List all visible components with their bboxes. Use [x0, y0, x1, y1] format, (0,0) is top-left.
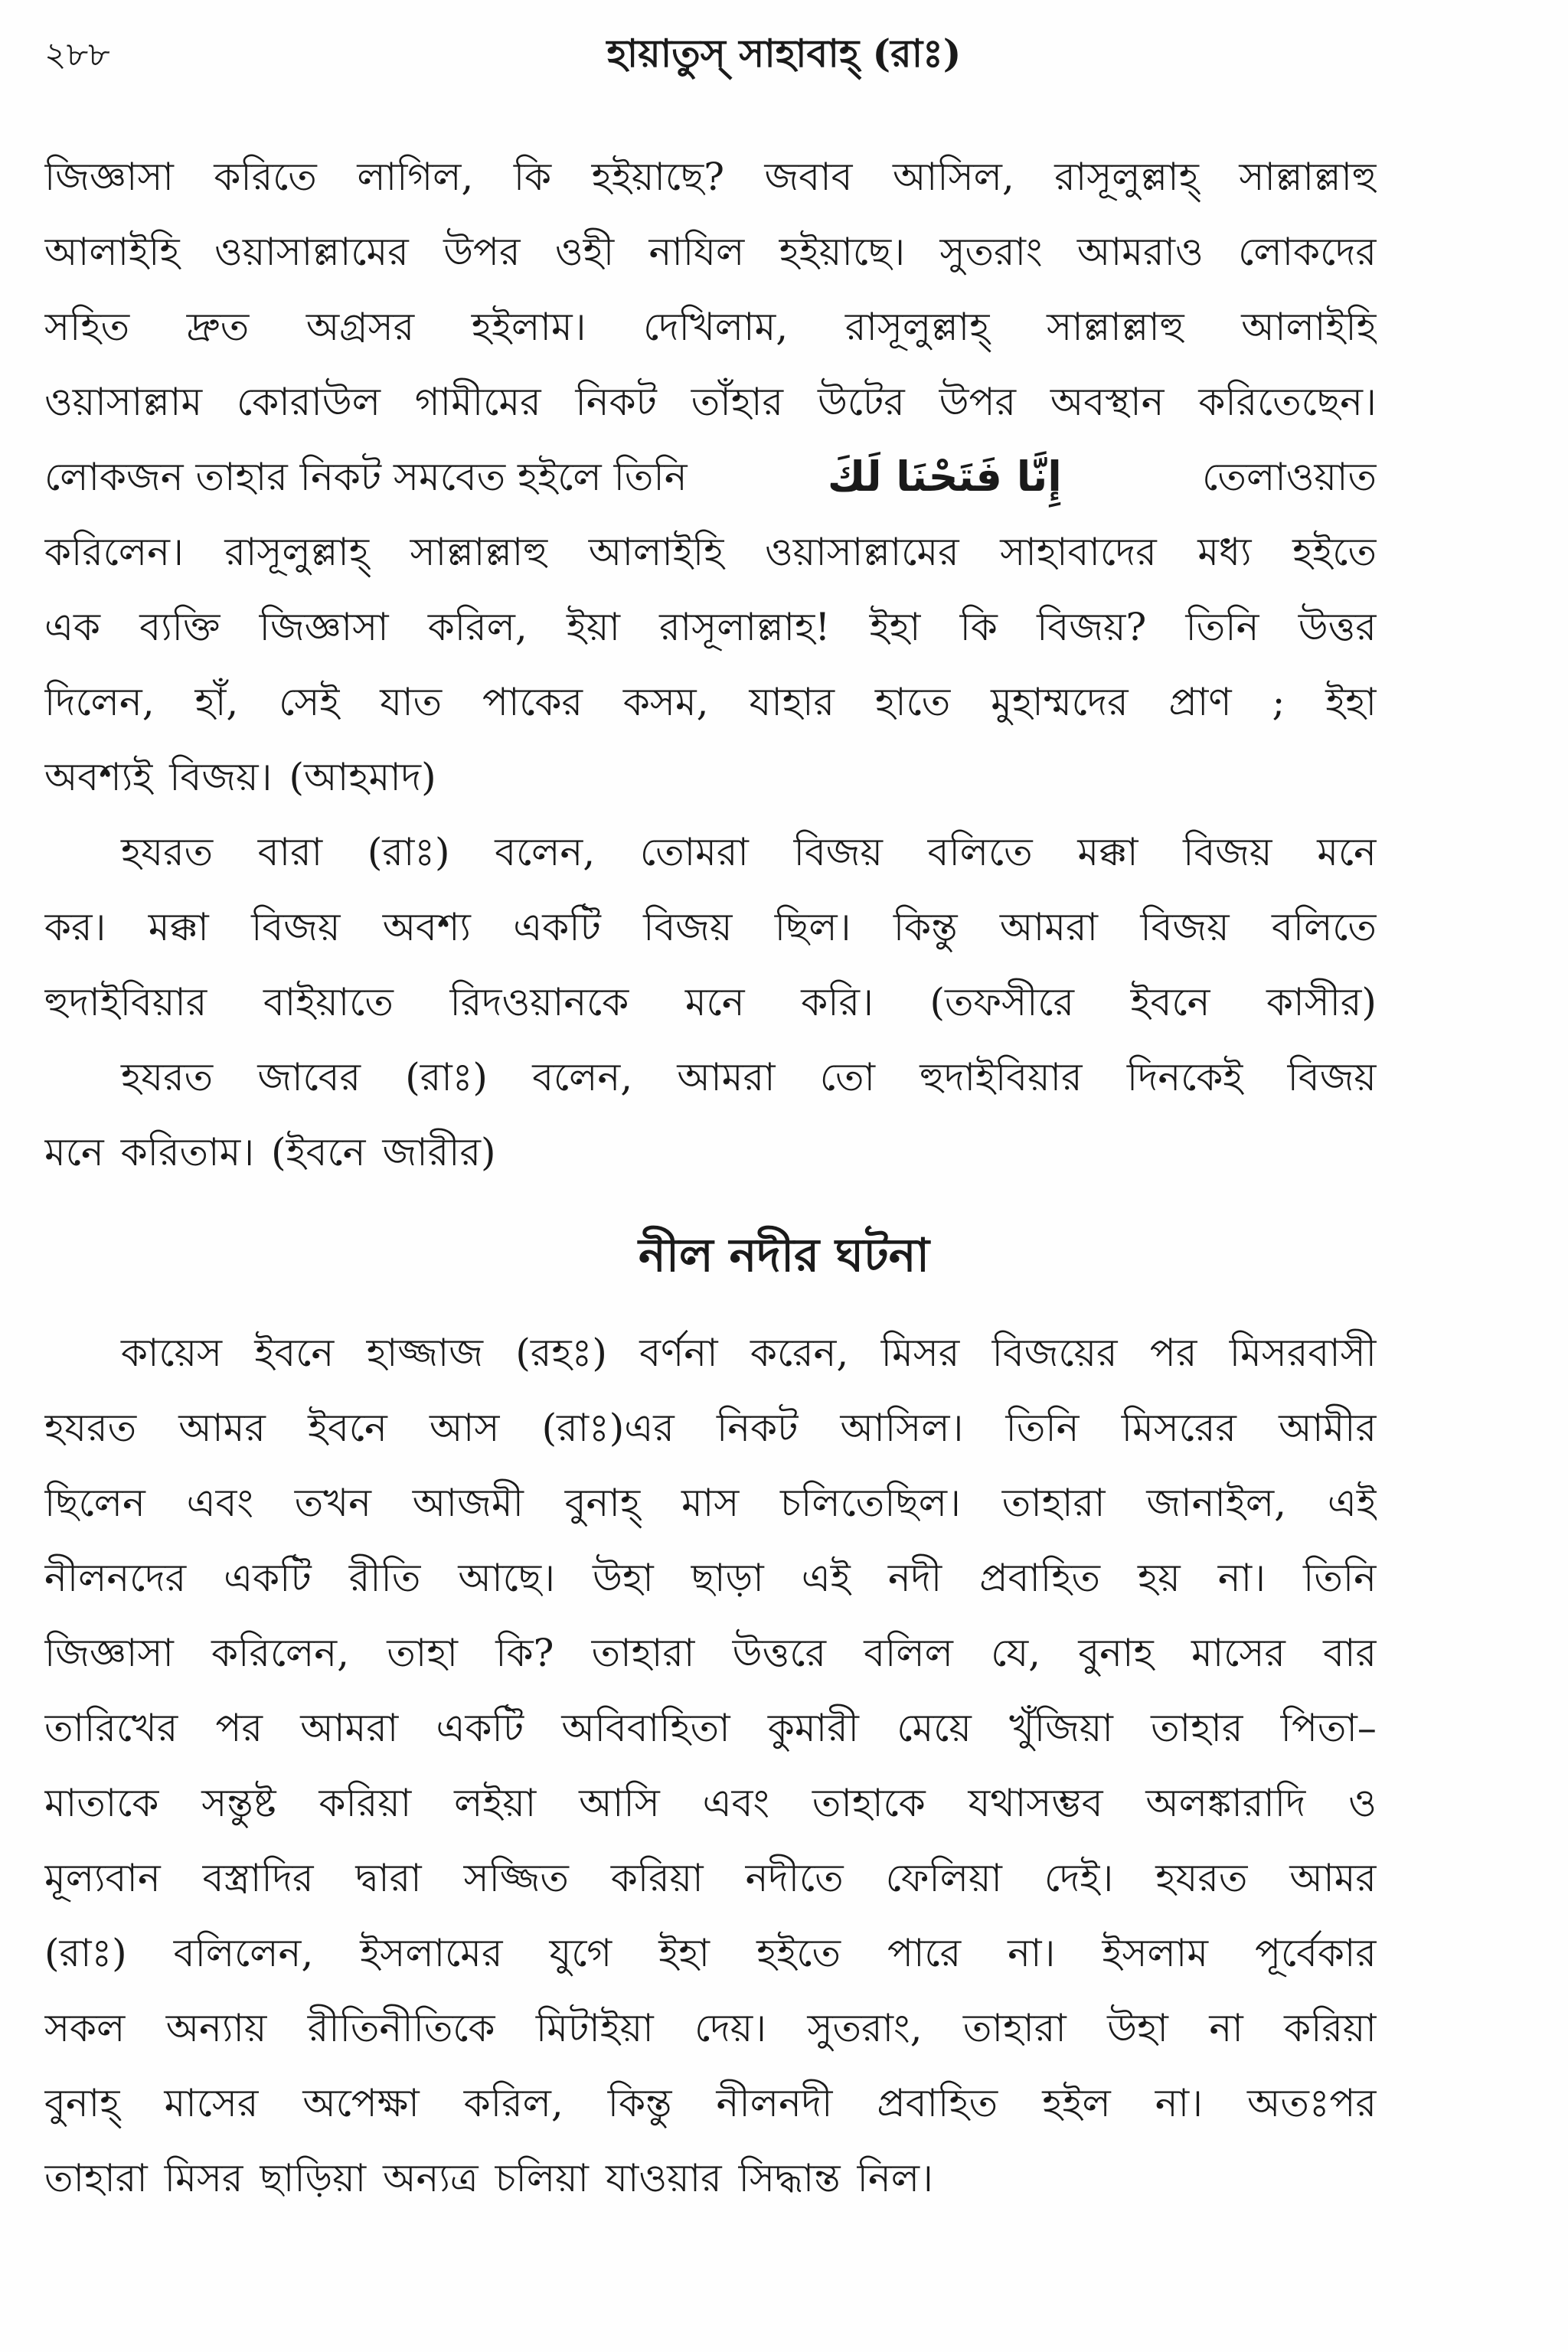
word: মাসের	[1191, 1631, 1285, 1675]
word: করিতাম।	[120, 1130, 255, 1174]
word: বস্ত্রাদির	[202, 1856, 314, 1900]
word: মিসর	[880, 1331, 960, 1375]
word: বিজয়।	[169, 755, 273, 799]
text-line	[44, 1465, 1377, 1540]
word: ;	[1272, 680, 1285, 724]
word: করিতে	[214, 155, 317, 199]
word: করিলেন,	[211, 1631, 350, 1675]
word: পর	[1149, 1331, 1197, 1375]
line-text-after-arabic: তেলাওয়াত	[1202, 455, 1377, 499]
word: জাবের	[257, 1055, 361, 1099]
word: না।	[1008, 1931, 1056, 1975]
word: বলিলেন,	[173, 1931, 314, 1975]
word: তাহা	[387, 1631, 459, 1675]
word: অগ্রসর	[305, 305, 415, 349]
word: হযরত	[121, 1055, 214, 1099]
word: (রাঃ)	[367, 830, 450, 874]
word: করিয়া	[610, 1856, 704, 1900]
word: মুহাম্মদের	[991, 680, 1129, 724]
word: সাল্লাল্লাহু	[1047, 305, 1184, 349]
word: হযরত	[1155, 1856, 1248, 1900]
word: বিজয়ের	[991, 1331, 1118, 1375]
text-line	[44, 514, 1377, 590]
word: অতঃপর	[1247, 2081, 1377, 2125]
word: তাহাকে	[812, 1781, 926, 1825]
word: আসি	[579, 1781, 660, 1825]
word: ওয়াসাল্লামের	[214, 230, 409, 274]
text-line	[44, 890, 1377, 965]
word: কি	[959, 605, 998, 649]
word: বিজয়	[643, 905, 733, 949]
word: আলাইহি	[588, 530, 724, 574]
word: ছাড়িয়া	[260, 2156, 367, 2200]
text-line	[44, 1540, 1377, 1615]
word: কিন্তু	[893, 905, 958, 949]
word: রীতি	[348, 1556, 421, 1600]
word: (ইবনে	[271, 1130, 366, 1174]
word: দেখিলাম,	[643, 305, 789, 349]
word: আজমী	[412, 1481, 524, 1525]
word: উত্তরে	[732, 1631, 826, 1675]
text-line	[44, 1690, 1377, 1766]
word: বিজয়	[1183, 830, 1272, 874]
word: বাইয়াতে	[263, 980, 394, 1024]
text-line	[44, 1991, 1377, 2066]
word: চলিতেছিল।	[780, 1481, 961, 1525]
word: মাতাকে	[44, 1781, 159, 1825]
word: জারীর)	[382, 1130, 496, 1174]
word: মনে	[44, 1130, 104, 1174]
word: ফেলিয়া	[885, 1856, 1002, 1900]
paragraph-jaber	[44, 1040, 1377, 1190]
word: মধ্য	[1197, 530, 1252, 574]
word: ও	[1348, 1781, 1377, 1825]
text-line	[44, 1916, 1377, 1991]
word: কুমারী	[767, 1706, 859, 1750]
word: প্রবাহিত	[979, 1556, 1100, 1600]
word: সাহাবাদের	[1000, 530, 1157, 574]
word: জানাইল,	[1146, 1481, 1287, 1525]
word: বিজয়?	[1037, 605, 1147, 649]
word: করি।	[801, 980, 874, 1024]
word: তারিখের	[44, 1706, 178, 1750]
word: কোরাউল	[237, 380, 381, 424]
word: বুনাহ্	[564, 1481, 641, 1525]
text-line	[44, 139, 1377, 214]
word: বার	[1323, 1631, 1377, 1675]
word: দেই।	[1044, 1856, 1114, 1900]
word: মাসের	[164, 2081, 259, 2125]
word: ওহী	[554, 230, 615, 274]
word: সহিত	[44, 305, 130, 349]
word: (আহমাদ)	[289, 755, 436, 799]
word: হাজ্জাজ	[366, 1331, 484, 1375]
word: নাযিল	[648, 230, 745, 274]
word: নদী	[887, 1556, 942, 1600]
word: সাল্লাল্লাহু	[1239, 155, 1377, 199]
text-line-indented	[44, 1315, 1377, 1390]
text-line	[44, 665, 1377, 740]
word: না।	[1217, 1556, 1266, 1600]
word: জিজ্ঞাসা	[44, 155, 174, 199]
word: কি	[513, 155, 552, 199]
word: হুদাইবিয়ার	[920, 1055, 1083, 1099]
word: বিজয়	[251, 905, 341, 949]
word: (রহঃ)	[515, 1331, 607, 1375]
word: লোকদের	[1238, 230, 1377, 274]
word: বলিল	[864, 1631, 953, 1675]
word: আসিল।	[840, 1406, 964, 1450]
text-line	[44, 1615, 1377, 1690]
text-line	[44, 1841, 1377, 1916]
word: নিকট	[575, 380, 657, 424]
word: যাহার	[749, 680, 835, 724]
word: সকল	[44, 2006, 126, 2050]
word: নিল।	[857, 2156, 933, 2200]
word: বলেন,	[532, 1055, 633, 1099]
word: হইল	[1042, 2081, 1111, 2125]
word: ইহা	[1325, 680, 1377, 724]
paragraph-continuation	[44, 139, 1377, 815]
word: এবং	[186, 1481, 253, 1525]
word: ব্যক্তি	[139, 605, 220, 649]
word: জিজ্ঞাসা	[44, 1631, 174, 1675]
word: যে,	[991, 1631, 1041, 1675]
word: করিয়া	[1284, 2006, 1377, 2050]
word: আমরা	[677, 1055, 776, 1099]
word: সজ্জিত	[463, 1856, 569, 1900]
arabic-quran-phrase: إِنَّا فَتَحْنَا لَكَ	[827, 452, 1062, 501]
word: যুগে	[549, 1931, 612, 1975]
word: (রাঃ)	[44, 1931, 127, 1975]
word: দেয়।	[694, 2006, 767, 2050]
text-line	[44, 364, 1377, 439]
word: গামীমের	[414, 380, 541, 424]
word: জবাব	[764, 155, 853, 199]
word: কিন্তু	[607, 2081, 672, 2125]
word: সাল্লাল্লাহু	[410, 530, 548, 574]
word: দিনকেই	[1126, 1055, 1243, 1099]
word: বর্ণনা	[639, 1331, 718, 1375]
word: মনে	[684, 980, 745, 1024]
word: বুনাহ্	[44, 2081, 120, 2125]
word: মক্কা	[1077, 830, 1138, 874]
text-line	[44, 590, 1377, 665]
word: কায়েস	[121, 1331, 223, 1375]
word: মিসর	[164, 2156, 243, 2200]
word: মেয়ে	[897, 1706, 972, 1750]
word: মক্কা	[148, 905, 209, 949]
text-line-with-arabic	[44, 439, 1377, 514]
word: মিসরবাসী	[1229, 1331, 1377, 1375]
word: মিসরের	[1121, 1406, 1236, 1450]
word: যাওয়ার	[606, 2156, 722, 2200]
word: বলেন,	[495, 830, 596, 874]
word: চলিয়া	[495, 2156, 590, 2200]
text-line-last	[44, 1115, 1377, 1190]
word: বিজয়	[1287, 1055, 1377, 1099]
word: আস	[430, 1406, 500, 1450]
word: মাস	[681, 1481, 740, 1525]
text-line-last	[44, 2141, 1377, 2216]
word: আমর	[1289, 1856, 1377, 1900]
word: কর।	[44, 905, 106, 949]
word: রিদওয়ানকে	[449, 980, 629, 1024]
text-line-last	[44, 740, 1377, 815]
word: একটি	[513, 905, 601, 949]
word: প্রবাহিত	[877, 2081, 998, 2125]
word: ছিলেন	[44, 1481, 145, 1525]
word: (রাঃ)	[405, 1055, 488, 1099]
word: (তফসীরে	[929, 980, 1075, 1024]
word: বুনাহ	[1078, 1631, 1154, 1675]
word: ইহা	[869, 605, 921, 649]
word: নীলনদী	[716, 2081, 833, 2125]
word: আলাইহি	[1241, 305, 1377, 349]
word: অবিবাহিতা	[561, 1706, 730, 1750]
word: তো	[819, 1055, 876, 1099]
word: মিটাইয়া	[535, 2006, 654, 2050]
word: সেই	[279, 680, 340, 724]
word: কাসীর)	[1266, 980, 1377, 1024]
word: একটি	[436, 1706, 524, 1750]
word: উপর	[939, 380, 1017, 424]
word: আসিল,	[892, 155, 1014, 199]
word: সন্তুষ্ট	[201, 1781, 276, 1825]
text-line	[44, 289, 1377, 364]
word: রাসূলুল্লাহ্	[844, 305, 990, 349]
word: লইয়া	[454, 1781, 537, 1825]
word: পর	[215, 1706, 263, 1750]
word: না।	[1155, 2081, 1203, 2125]
word: দ্রুত	[186, 305, 250, 349]
word: উত্তর	[1298, 605, 1377, 649]
word: তাহার	[1151, 1706, 1243, 1750]
word: দ্বারা	[355, 1856, 422, 1900]
paragraph-nile	[44, 1315, 1377, 2216]
word: করিল,	[463, 2081, 564, 2125]
word: প্রাণ	[1168, 680, 1232, 724]
word: পারে	[887, 1931, 962, 1975]
word: অন্যায়	[165, 2006, 267, 2050]
word: হুদাইবিয়ার	[44, 980, 207, 1024]
word: ইহা	[658, 1931, 710, 1975]
word: উটের	[817, 380, 905, 424]
word: তিনি	[1005, 1406, 1080, 1450]
word: করিলেন।	[44, 530, 184, 574]
text-line	[44, 965, 1377, 1040]
word: মূল্যবান	[44, 1856, 161, 1900]
word: করিল,	[427, 605, 528, 649]
word: যথাসম্ভব	[968, 1781, 1103, 1825]
text-line	[44, 214, 1377, 289]
word: তাহারা	[44, 2156, 148, 2200]
word: করিয়া	[318, 1781, 412, 1825]
word: পূর্বেকার	[1255, 1931, 1377, 1975]
word: হাতে	[874, 680, 951, 724]
word: আমরাও	[1076, 230, 1204, 274]
word: ছিল।	[774, 905, 851, 949]
word: বলিতে	[1271, 905, 1377, 949]
word: যাত	[380, 680, 443, 724]
word: রাসূলুল্লাহ্	[224, 530, 370, 574]
word: একটি	[224, 1556, 312, 1600]
word: করিতেছেন।	[1198, 380, 1377, 424]
word: ইবনে	[254, 1331, 335, 1375]
word: পিতা–	[1280, 1706, 1377, 1750]
word: ওয়াসাল্লাম	[44, 380, 203, 424]
word: পাকের	[482, 680, 583, 724]
word: হয়	[1138, 1556, 1181, 1600]
word: কসম,	[622, 680, 709, 724]
word: মনে	[1317, 830, 1377, 874]
word: সিদ্ধান্ত	[738, 2156, 841, 2200]
section-heading: নীল নদীর ঘটনা	[639, 1229, 929, 1282]
word: ইবনে	[1130, 980, 1210, 1024]
word: বারা	[257, 830, 323, 874]
word: এই	[1327, 1481, 1377, 1525]
word: বলিতে	[927, 830, 1033, 874]
word: লাগিল,	[357, 155, 474, 199]
word: অন্যত্র	[383, 2156, 479, 2200]
word: উপর	[443, 230, 521, 274]
word: হাঁ,	[194, 680, 239, 724]
word: নীলনদের	[44, 1556, 187, 1600]
page-number: ২৮৮	[44, 35, 110, 74]
word: আমরা	[999, 905, 1098, 949]
word: এই	[801, 1556, 851, 1600]
word: ছাড়া	[691, 1556, 764, 1600]
word: দিলেন,	[44, 680, 155, 724]
word: তাহারা	[1001, 1481, 1106, 1525]
word: বিজয়	[1140, 905, 1230, 949]
word: হইলাম।	[471, 305, 586, 349]
word: অবশ্যই	[44, 755, 153, 799]
text-line-indented	[44, 1040, 1377, 1115]
word: সুতরাং	[939, 230, 1043, 274]
word: না	[1209, 2006, 1243, 2050]
word: সুতরাং,	[807, 2006, 923, 2050]
word: রাসূলুল্লাহ্	[1054, 155, 1199, 199]
word: আমীর	[1279, 1406, 1377, 1450]
word: তখন	[294, 1481, 371, 1525]
word: কি?	[495, 1631, 554, 1675]
text-line	[44, 1390, 1377, 1465]
word: হইয়াছে।	[779, 230, 906, 274]
line-text-before-arabic: লোকজন তাহার নিকট সমবেত হইলে তিনি	[44, 455, 688, 499]
word: তিনি	[1185, 605, 1259, 649]
text-line	[44, 1766, 1377, 1841]
word: নিকট	[716, 1406, 799, 1450]
word: রীতিনীতিকে	[307, 2006, 495, 2050]
word: ইসলাম	[1102, 1931, 1209, 1975]
word: তোমরা	[639, 830, 749, 874]
text-line-indented	[44, 815, 1377, 890]
word: আছে।	[458, 1556, 555, 1600]
word: তাহারা	[962, 2006, 1067, 2050]
word: তিনি	[1303, 1556, 1377, 1600]
word: অপেক্ষা	[302, 2081, 420, 2125]
word: বিজয়	[793, 830, 883, 874]
word: হইতে	[756, 1931, 841, 1975]
word: হযরত	[44, 1406, 137, 1450]
word: আমর	[178, 1406, 266, 1450]
word: উহা	[1107, 2006, 1168, 2050]
word: অবশ্য	[382, 905, 471, 949]
word: হইতে	[1292, 530, 1377, 574]
word: জিজ্ঞাসা	[259, 605, 389, 649]
word: ইসলামের	[360, 1931, 503, 1975]
word: ওয়াসাল্লামের	[764, 530, 959, 574]
text-line	[44, 2066, 1377, 2141]
word: ইয়া	[566, 605, 620, 649]
word: করেন,	[750, 1331, 849, 1375]
word: আলাইহি	[44, 230, 180, 274]
word: এবং	[702, 1781, 769, 1825]
word: অবস্থান	[1050, 380, 1165, 424]
word: রাসূলাল্লাহ!	[659, 605, 831, 649]
running-title: হায়াতুস্ সাহাবাহ্ (রাঃ)	[606, 31, 962, 76]
word: তাঁহার	[691, 380, 784, 424]
word: ইবনে	[308, 1406, 387, 1450]
word: আমরা	[300, 1706, 399, 1750]
word: অলঙ্কারাদি	[1145, 1781, 1306, 1825]
word: উহা	[593, 1556, 654, 1600]
word: তাহারা	[591, 1631, 695, 1675]
word: হযরত	[121, 830, 214, 874]
word: (রাঃ)এর	[541, 1406, 675, 1450]
word: এক	[44, 605, 101, 649]
paragraph-bara	[44, 815, 1377, 1040]
word: নদীতে	[745, 1856, 844, 1900]
word: খুঁজিয়া	[1009, 1706, 1113, 1750]
word: হইয়াছে?	[591, 155, 725, 199]
